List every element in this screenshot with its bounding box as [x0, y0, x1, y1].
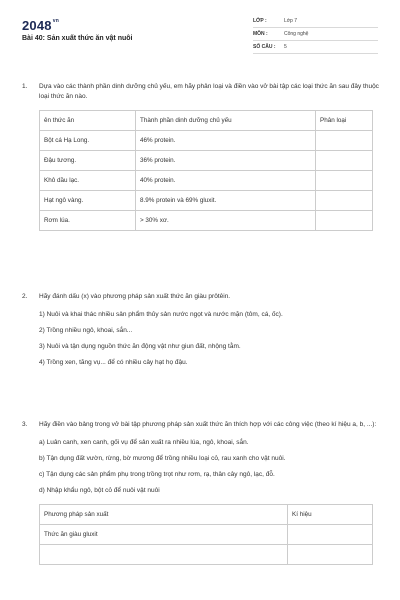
table-row: [40, 171, 373, 191]
table-header-row: [40, 111, 373, 131]
table-header-cell: ên thức ăn: [40, 111, 136, 131]
question-2: [22, 292, 382, 368]
lesson-title: Bài 40: Sản xuất thức ăn vật nuôi: [22, 35, 133, 42]
table-header-cell: Thành phần dinh dưỡng chủ yếu: [136, 111, 316, 131]
method-table: [39, 504, 373, 565]
meta-value: Lớp 7: [284, 18, 298, 24]
option-item[interactable]: 1) Nuôi và khai thác nhiều sản phẩm thủy sản nước ngọt và nước mặn (tôm, cá, ốc).: [39, 311, 283, 318]
option-item: d) Nhập khẩu ngô, bột cỏ để nuôi vật nuôi: [39, 487, 160, 494]
logo-text: 2048: [22, 18, 52, 33]
table-cell: Đậu tương.: [40, 151, 136, 171]
option-item[interactable]: 3) Nuôi và tận dụng nguồn thức ăn động vật như giun đất, nhộng tằm.: [39, 343, 241, 350]
table-row: [40, 525, 373, 545]
table-cell: Khô dầu lạc.: [40, 171, 136, 191]
option-item: a) Luân canh, xen canh, gối vụ để sản xuất ra nhiều lúa, ngô, khoai, sắn.: [39, 439, 249, 446]
table-cell: 36% protein.: [136, 151, 316, 171]
table-cell: Thức ăn giàu gluxit: [40, 525, 288, 545]
meta-value: 5: [284, 44, 287, 50]
meta-key: MÔN :: [253, 31, 268, 37]
table-row: [40, 151, 373, 171]
table-header-cell: Phân loại: [316, 111, 373, 131]
table-header-cell: Kí hiệu: [288, 505, 373, 525]
option-item: c) Tận dụng các sản phẩm phụ trong trồng trọt như rơm, rạ, thân cây ngô, lạc, đỗ.: [39, 471, 275, 478]
answer-cell[interactable]: [316, 131, 373, 151]
table-cell: 46% protein.: [136, 131, 316, 151]
answer-cell[interactable]: [316, 171, 373, 191]
answer-cell[interactable]: [316, 191, 373, 211]
table-cell: 40% protein.: [136, 171, 316, 191]
table-cell: 8.9% protein và 69% gluxit.: [136, 191, 316, 211]
answer-cell[interactable]: [316, 151, 373, 171]
table-cell: Rơm lúa.: [40, 211, 136, 231]
option-item[interactable]: 2) Trồng nhiều ngô, khoai, sắn...: [39, 327, 133, 334]
table-cell: Bột cá Hạ Long.: [40, 131, 136, 151]
question-number: 3.: [22, 421, 28, 428]
table-row: [40, 191, 373, 211]
page-header: [0, 0, 400, 62]
answer-cell[interactable]: [288, 545, 373, 565]
question-number: 1.: [22, 83, 28, 90]
meta-row-count: [253, 41, 378, 54]
answer-cell[interactable]: [288, 525, 373, 545]
lesson-meta: [253, 15, 378, 54]
question-number: 2.: [22, 293, 28, 300]
table-cell: [40, 545, 288, 565]
meta-row-subject: [253, 28, 378, 41]
option-item: b) Tận dụng đất vườn, rừng, bờ mương để trồng nhiều loại cỏ, rau xanh cho vật nuôi.: [39, 455, 286, 462]
table-header-cell: Phương pháp sản xuất: [40, 505, 288, 525]
question-text: Hãy điền vào bảng trong vở bài tập phương pháp sản xuất thức ăn thích hợp với các công việc (theo kí hiệu a, b, ...):: [39, 421, 377, 428]
question-3: [22, 420, 382, 565]
table-cell: > 30% xơ.: [136, 211, 316, 231]
table-cell: Hạt ngô vàng.: [40, 191, 136, 211]
table-row: [40, 545, 373, 565]
meta-key: SỐ CÂU :: [253, 44, 276, 50]
table-header-row: [40, 505, 373, 525]
site-logo[interactable]: [22, 18, 59, 33]
question-text: Dựa vào các thành phần dinh dưỡng chủ yếu, em hãy phân loại và điền vào vở bài tập các loại thức ăn sau đây thuộc loại thức ăn nào.: [39, 83, 379, 100]
meta-key: LỚP :: [253, 18, 267, 24]
question-1: [22, 82, 382, 231]
classification-table: [39, 110, 373, 231]
table-row: [40, 211, 373, 231]
question-text: Hãy đánh dấu (x) vào phương pháp sản xuất thức ăn giàu prôtêin.: [39, 293, 231, 300]
table-row: [40, 131, 373, 151]
meta-row-class: [253, 15, 378, 28]
logo-suffix: vn: [52, 18, 59, 24]
meta-value: Công nghệ: [284, 31, 309, 37]
answer-cell[interactable]: [316, 211, 373, 231]
option-item[interactable]: 4) Trồng xen, tăng vụ... để có nhiều cây hạt họ đậu.: [39, 359, 188, 366]
